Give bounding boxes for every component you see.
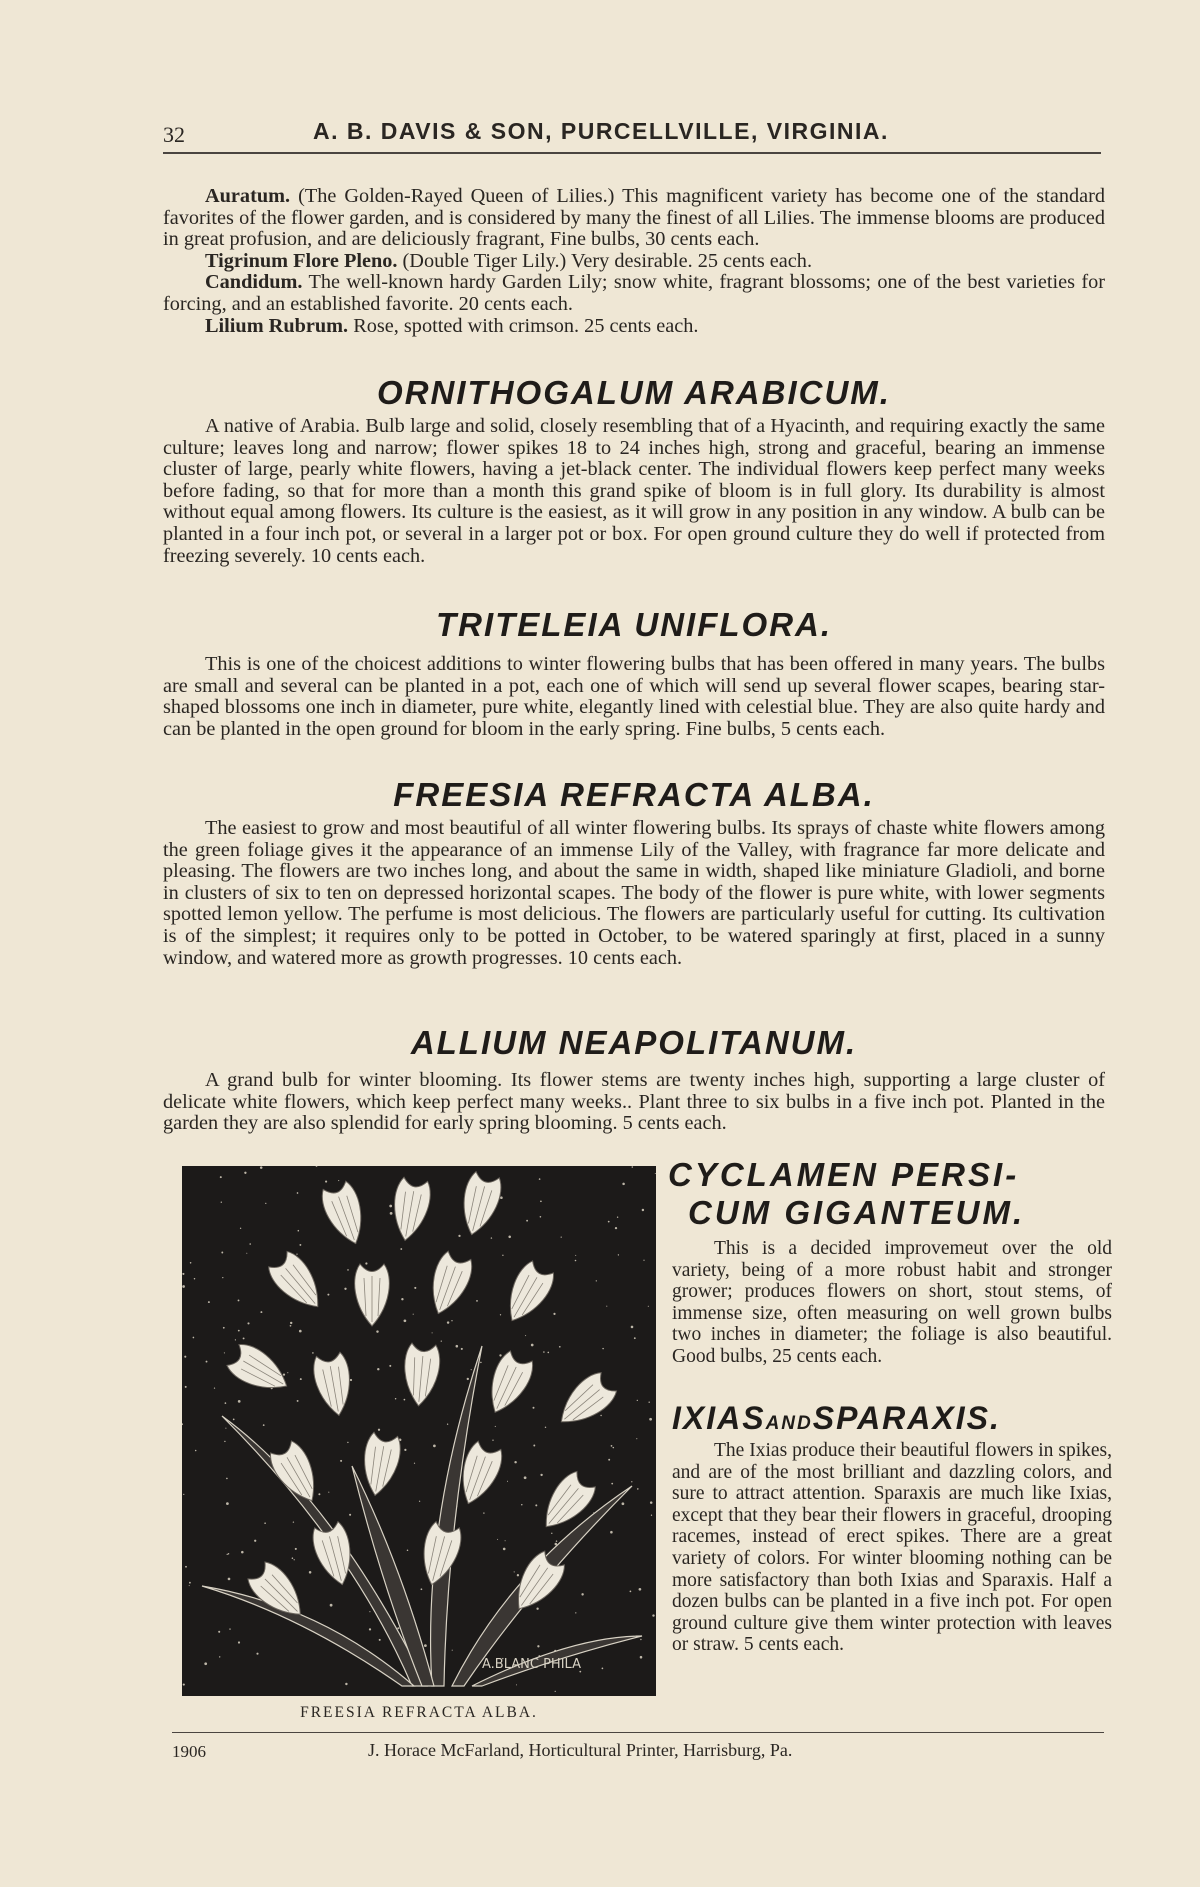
- engraving-speck: [521, 1504, 522, 1505]
- engraving-speck: [208, 1301, 210, 1303]
- engraving-speck: [299, 1244, 301, 1246]
- engraving-speck: [537, 1645, 539, 1647]
- engraving-speck: [350, 1379, 352, 1381]
- engraving-speck: [365, 1262, 367, 1264]
- engraving-speck: [630, 1591, 632, 1593]
- lily-name: Candidum.: [205, 271, 303, 294]
- engraving-speck: [458, 1235, 460, 1237]
- lily-text: Rose, spotted with crimson. 25 cents each.: [348, 314, 699, 337]
- engraving-speck: [651, 1515, 652, 1516]
- engraving-speck: [377, 1368, 379, 1370]
- engraving-speck: [249, 1243, 251, 1245]
- freesia-engraving: [182, 1166, 656, 1696]
- engraving-speck: [221, 1202, 222, 1203]
- engraving-speck: [225, 1428, 226, 1429]
- engraving-speck: [327, 1294, 329, 1296]
- engraving-speck: [517, 1574, 519, 1576]
- section-text-freesia: [163, 818, 1105, 969]
- section-text-cyclamen: [672, 1238, 1112, 1367]
- cyclamen-title-line2: CUM GIGANTEUM.: [688, 1194, 1026, 1231]
- engraving-speck: [622, 1183, 625, 1186]
- engraving-speck: [471, 1369, 472, 1370]
- engraving-speck: [190, 1262, 192, 1264]
- footer-rule: [172, 1732, 1104, 1733]
- engraving-speck: [293, 1521, 294, 1522]
- footer-year: 1906: [172, 1742, 206, 1761]
- lily-name: Lilium Rubrum.: [205, 314, 349, 337]
- engraving-speck: [602, 1668, 604, 1670]
- engraving-speck: [640, 1656, 643, 1659]
- title-connector: AND: [765, 1413, 813, 1434]
- engraving-speck: [611, 1483, 613, 1485]
- engraving-speck: [631, 1326, 634, 1329]
- engraving-speck: [533, 1407, 535, 1409]
- engraving-speck: [369, 1628, 371, 1630]
- engraving-speck: [389, 1365, 391, 1367]
- engraving-speck: [193, 1337, 195, 1339]
- engraving-speck: [225, 1402, 227, 1404]
- engraving-speck: [533, 1445, 535, 1447]
- engraving-speck: [491, 1237, 492, 1238]
- engraving-speck: [347, 1269, 349, 1271]
- engraving-speck: [602, 1348, 603, 1349]
- engraving-speck: [228, 1553, 230, 1555]
- engraving-speck: [183, 1684, 185, 1686]
- engraving-speck: [610, 1531, 613, 1534]
- engraving-speck: [309, 1571, 312, 1574]
- illustration-caption: FREESIA REFRACTA ALBA.: [300, 1704, 538, 1721]
- section-text-allium: [163, 1070, 1105, 1135]
- engraving-speck: [238, 1330, 240, 1332]
- engraving-speck: [632, 1166, 634, 1168]
- engraving-speck: [649, 1418, 652, 1421]
- engraving-speck: [328, 1492, 329, 1493]
- engraving-speck: [622, 1502, 625, 1505]
- title-part: SPARAXIS.: [812, 1400, 1001, 1436]
- engraving-speck: [553, 1313, 555, 1315]
- section-text-ornithogalum: [163, 416, 1105, 567]
- engraving-speck: [204, 1662, 207, 1665]
- engraving-speck: [467, 1378, 469, 1380]
- engraving-speck: [531, 1344, 534, 1347]
- engraving-speck: [559, 1346, 561, 1348]
- engraving-speck: [613, 1447, 614, 1448]
- engraving-speck: [224, 1441, 225, 1442]
- paragraph: This is a decided improvemeut over the old variety, being of a more robust habit and stronger grower; produces flowers on short, stout stems, of immense size, often measuring on well grown bulbs two inches in diameter; the foliage is also beautiful. Good bulbs, 25 cents each.: [672, 1238, 1112, 1367]
- engraving-speck: [389, 1205, 392, 1208]
- engraving-speck: [525, 1335, 526, 1336]
- engraving-speck: [395, 1398, 396, 1399]
- engraving-speck: [224, 1352, 225, 1353]
- engraving-speck: [185, 1386, 187, 1388]
- lily-text: (The Golden-Rayed Queen of Lilies.) This magnificent variety has become one of the standard favorites of the flower garden, and is considered by many the finest of all Lilies. The immense blooms are produced in great profusion, and are deliciously fragrant, Fine bulbs, 30 cents each.: [163, 185, 1105, 251]
- engraving-speck: [189, 1585, 190, 1586]
- engraving-speck: [456, 1345, 459, 1348]
- engraving-speck: [643, 1260, 644, 1261]
- engraving-speck: [221, 1252, 223, 1254]
- paragraph: A grand bulb for winter blooming. Its flower stems are twenty inches high, supporting a large cluster of delicate white flowers, which keep perfect many weeks.. Plant three to six bulbs in a five inch pot. Planted in the garden they are also splendid for early spring blooming. 5 cents each.: [163, 1069, 1105, 1135]
- engraving-speck: [650, 1501, 653, 1504]
- section-heading-ixias: [672, 1400, 1108, 1437]
- paragraph: The Ixias produce their beautiful flowers in spikes, and are of the most brilliant and dazzling colors, and sure to attract attention. Sparaxis are much like Ixias, except that they bear their flowers in graceful, drooping racemes, instead of erect spikes. There are a great variety of colors. For winter blooming nothing can be more satisfactory than both Ixias and Sparaxis. Half a dozen bulbs can be planted in a five inch pot. For open ground culture give them winter protection with leaves or straw. 5 cents each.: [672, 1440, 1112, 1656]
- engraving-speck: [526, 1220, 528, 1222]
- engraving-speck: [297, 1400, 299, 1402]
- engraving-speck: [344, 1288, 346, 1290]
- lily-text: The well-known hardy Garden Lily; snow white, fragrant blossoms; one of the best varieties for forcing, and an established favorite. 20 cents each.: [163, 271, 1105, 315]
- engraving-speck: [233, 1419, 235, 1421]
- section-heading-ornithogalum: ORNITHOGALUM ARABICUM.: [377, 374, 891, 411]
- engraving-speck: [240, 1228, 241, 1229]
- page-footer: [172, 1738, 1102, 1768]
- engraving-speck: [539, 1178, 541, 1180]
- engraving-speck: [547, 1352, 549, 1354]
- engraving-speck: [243, 1337, 245, 1339]
- engraving-speck: [483, 1512, 484, 1513]
- section-text-triteleia: [163, 654, 1105, 740]
- engraving-speck: [263, 1424, 265, 1426]
- engraving-speck: [514, 1571, 515, 1572]
- lily-entry: [163, 186, 1105, 251]
- engraving-speck: [290, 1325, 292, 1327]
- engraving-speck: [424, 1644, 427, 1647]
- engraving-speck: [238, 1299, 240, 1301]
- engraving-speck: [451, 1320, 452, 1321]
- engraving-speck: [606, 1306, 607, 1307]
- engraving-speck: [414, 1287, 416, 1289]
- engraving-speck: [241, 1551, 244, 1554]
- engraving-speck: [183, 1494, 184, 1495]
- engraving-speck: [516, 1684, 517, 1685]
- lily-entry: [163, 251, 1105, 273]
- paragraph: This is one of the choicest additions to winter flowering bulbs that has been offered in many years. The bulbs are small and several can be planted in a pot, each one of which will send up several flower scapes, bearing star-shaped blossoms one inch in diameter, pure white, elegantly lined with celestial blue. They are also quite hardy and can be planted in the open ground for bloom in the early spring. Fine bulbs, 5 cents each.: [163, 653, 1105, 740]
- engraving-speck: [182, 1273, 184, 1275]
- lily-entry: [163, 316, 1105, 338]
- engraving-speck: [480, 1362, 482, 1364]
- engraving-speck: [476, 1300, 478, 1302]
- engraving-speck: [397, 1627, 399, 1629]
- engraving-speck: [561, 1236, 562, 1237]
- engraving-speck: [256, 1653, 258, 1655]
- engraving-speck: [540, 1200, 542, 1202]
- engraving-speck: [223, 1327, 225, 1329]
- engraving-speck: [325, 1181, 327, 1183]
- engraving-speck: [540, 1216, 542, 1218]
- engraving-speck: [433, 1445, 436, 1448]
- engraving-speck: [631, 1481, 632, 1482]
- engraving-speck: [182, 1285, 185, 1288]
- engraving-speck: [292, 1557, 294, 1559]
- engraving-speck: [575, 1255, 576, 1256]
- paragraph: The easiest to grow and most beautiful of all winter flowering bulbs. Its sprays of chaste white flowers among the green foliage gives it the appearance of an immense Lily of the Valley, with fragrance far more delicate and pleasing. The flowers are two inches long, and about the same in width, shaped like miniature Gladioli, and borne in clusters of six to ten on depressed horizontal scapes. The body of the flower is pure white, with lower segments spotted lemon yellow. The perfume is most delicious. The flowers are particularly useful for cutting. Its cultivation is of the simplest; it requires only to be potted in October, to be watered sparingly at first, placed in a sunny window, and watered more as growth progresses. 10 cents each.: [163, 817, 1105, 969]
- lilies-list: [163, 186, 1105, 337]
- engraving-speck: [637, 1488, 639, 1490]
- engraving-speck: [596, 1280, 597, 1281]
- engraving-speck: [299, 1330, 302, 1333]
- engraving-speck: [235, 1339, 236, 1340]
- engraving-speck: [618, 1254, 619, 1255]
- engraving-speck: [639, 1588, 642, 1591]
- engraving-speck: [655, 1173, 656, 1174]
- engraving-speck: [260, 1166, 263, 1169]
- engraving-speck: [419, 1501, 420, 1502]
- cyclamen-title-line1: [668, 1156, 1104, 1194]
- engraving-speck: [369, 1611, 370, 1612]
- engraving-speck: [413, 1314, 414, 1315]
- engraving-speck: [497, 1539, 498, 1540]
- page-number: 32: [163, 122, 185, 147]
- engraving-speck: [220, 1176, 222, 1178]
- engraving-speck: [318, 1493, 320, 1495]
- engraving-speck: [432, 1332, 433, 1333]
- engraving-speck: [379, 1639, 381, 1641]
- section-text-ixias: [672, 1440, 1112, 1656]
- engraving-speck: [536, 1608, 538, 1610]
- engraving-speck: [227, 1554, 228, 1555]
- lily-name: Auratum.: [205, 185, 291, 207]
- engraving-speck: [634, 1337, 636, 1339]
- section-heading-freesia: FREESIA REFRACTA ALBA.: [393, 776, 875, 813]
- section-heading-cyclamen: [668, 1156, 1104, 1232]
- engraving-speck: [495, 1426, 496, 1427]
- engraving-speck: [500, 1314, 501, 1315]
- engraving-speck: [452, 1650, 453, 1651]
- engraving-speck: [404, 1449, 406, 1451]
- engraving-speck: [206, 1361, 208, 1363]
- engraving-speck: [238, 1400, 241, 1403]
- section-heading-allium: ALLIUM NEAPOLITANUM.: [410, 1024, 858, 1061]
- engraving-speck: [600, 1415, 601, 1416]
- engraving-speck: [535, 1504, 537, 1506]
- engraving-speck: [545, 1427, 546, 1428]
- engraving-speck: [500, 1196, 503, 1199]
- freesia-illustration: [182, 1166, 656, 1696]
- engraving-speck: [575, 1260, 577, 1262]
- title-text: CYCLAMEN PERSI-: [668, 1156, 1020, 1193]
- artist-signature: A.BLANC PHILA: [482, 1657, 581, 1672]
- engraving-speck: [652, 1614, 654, 1616]
- engraving-speck: [376, 1330, 378, 1332]
- engraving-speck: [617, 1217, 618, 1218]
- engraving-speck: [338, 1180, 339, 1181]
- engraving-speck: [219, 1656, 220, 1657]
- engraving-speck: [330, 1604, 333, 1607]
- engraving-speck: [421, 1588, 423, 1590]
- engraving-speck: [246, 1253, 247, 1254]
- engraving-speck: [508, 1236, 511, 1239]
- engraving-speck: [349, 1514, 351, 1516]
- engraving-speck: [636, 1438, 637, 1439]
- engraving-speck: [297, 1192, 299, 1194]
- engraving-speck: [648, 1306, 649, 1307]
- engraving-speck: [283, 1373, 285, 1375]
- lily-name: Tigrinum Flore Pleno.: [205, 249, 398, 272]
- engraving-speck: [608, 1459, 610, 1461]
- engraving-speck: [287, 1372, 288, 1373]
- engraving-speck: [414, 1463, 415, 1464]
- engraving-speck: [347, 1442, 348, 1443]
- engraving-speck: [441, 1340, 442, 1341]
- engraving-speck: [551, 1533, 552, 1534]
- lily-text: (Double Tiger Lily.) Very desirable. 25 cents each.: [397, 249, 813, 272]
- engraving-speck: [502, 1255, 503, 1256]
- engraving-speck: [260, 1311, 262, 1313]
- engraving-speck: [194, 1278, 195, 1279]
- engraving-speck: [404, 1319, 407, 1322]
- engraving-speck: [222, 1277, 223, 1278]
- engraving-speck: [505, 1540, 506, 1541]
- engraving-speck: [642, 1209, 644, 1211]
- engraving-speck: [184, 1356, 186, 1358]
- engraving-speck: [226, 1478, 228, 1480]
- engraving-speck: [195, 1450, 197, 1452]
- engraving-speck: [608, 1221, 610, 1223]
- engraving-speck: [390, 1212, 393, 1215]
- engraving-speck: [189, 1582, 191, 1584]
- engraving-speck: [507, 1481, 508, 1482]
- engraving-speck: [214, 1388, 215, 1389]
- paragraph: A native of Arabia. Bulb large and solid, closely resembling that of a Hyacinth, and requiring exactly the same culture; leaves long and narrow; flower spikes 18 to 24 inches high, strong and graceful, bearing an immense cluster of large, pearly white flowers, having a jet-black center. The individual flowers keep perfect many weeks before fading, so that for more than a month this grand spike of bloom is in full glory. Its durability is almost without equal among flowers. Its culture is the easiest, as it will grow in any position in any window. A bulb can be planted in a four inch pot, or several in a larger pot or box. For open ground culture they do well if protected from freezing severely. 10 cents each.: [163, 415, 1105, 567]
- engraving-speck: [407, 1550, 409, 1552]
- engraving-speck: [492, 1440, 493, 1441]
- engraving-speck: [615, 1227, 617, 1229]
- engraving-speck: [290, 1322, 292, 1324]
- engraving-speck: [298, 1230, 300, 1232]
- engraving-speck: [581, 1593, 583, 1595]
- engraving-speck: [503, 1548, 506, 1551]
- footer-printer: J. Horace McFarland, Horticultural Printer, Harrisburg, Pa.: [368, 1740, 793, 1760]
- engraving-speck: [218, 1631, 220, 1633]
- engraving-speck: [640, 1639, 641, 1640]
- engraving-speck: [556, 1540, 558, 1542]
- engraving-speck: [244, 1172, 246, 1174]
- engraving-speck: [447, 1321, 449, 1323]
- engraving-speck: [447, 1424, 448, 1425]
- engraving-speck: [637, 1400, 638, 1401]
- engraving-speck: [238, 1641, 240, 1643]
- title-part: IXIAS: [672, 1400, 766, 1436]
- engraving-speck: [400, 1248, 402, 1250]
- engraving-speck: [540, 1474, 542, 1476]
- engraving-speck: [228, 1578, 231, 1581]
- engraving-speck: [296, 1253, 297, 1254]
- engraving-speck: [254, 1540, 256, 1542]
- engraving-speck: [265, 1203, 266, 1204]
- engraving-speck: [264, 1522, 266, 1524]
- engraving-speck: [229, 1628, 230, 1629]
- engraving-speck: [312, 1352, 314, 1354]
- page-title: A. B. DAVIS & SON, PURCELLVILLE, VIRGINIA.: [313, 118, 889, 144]
- engraving-speck: [499, 1354, 501, 1356]
- engraving-speck: [514, 1461, 516, 1463]
- engraving-speck: [401, 1298, 403, 1300]
- engraving-speck: [340, 1460, 342, 1462]
- engraving-speck: [345, 1683, 347, 1685]
- lily-entry: [163, 272, 1105, 315]
- engraving-speck: [226, 1502, 229, 1505]
- engraving-speck: [555, 1691, 556, 1692]
- page-header: [163, 110, 1103, 154]
- header-rule: [163, 152, 1101, 154]
- engraving-speck: [648, 1401, 649, 1402]
- engraving-speck: [575, 1612, 576, 1613]
- engraving-speck: [295, 1548, 297, 1550]
- engraving-speck: [461, 1348, 463, 1350]
- section-heading-triteleia: TRITELEIA UNIFLORA.: [435, 606, 833, 643]
- engraving-speck: [247, 1322, 249, 1324]
- engraving-speck: [611, 1445, 613, 1447]
- engraving-speck: [543, 1351, 545, 1353]
- engraving-speck: [404, 1399, 406, 1401]
- engraving-speck: [378, 1429, 380, 1431]
- engraving-speck: [294, 1559, 295, 1560]
- engraving-speck: [524, 1476, 527, 1479]
- engraving-speck: [185, 1566, 187, 1568]
- engraving-speck: [300, 1378, 302, 1380]
